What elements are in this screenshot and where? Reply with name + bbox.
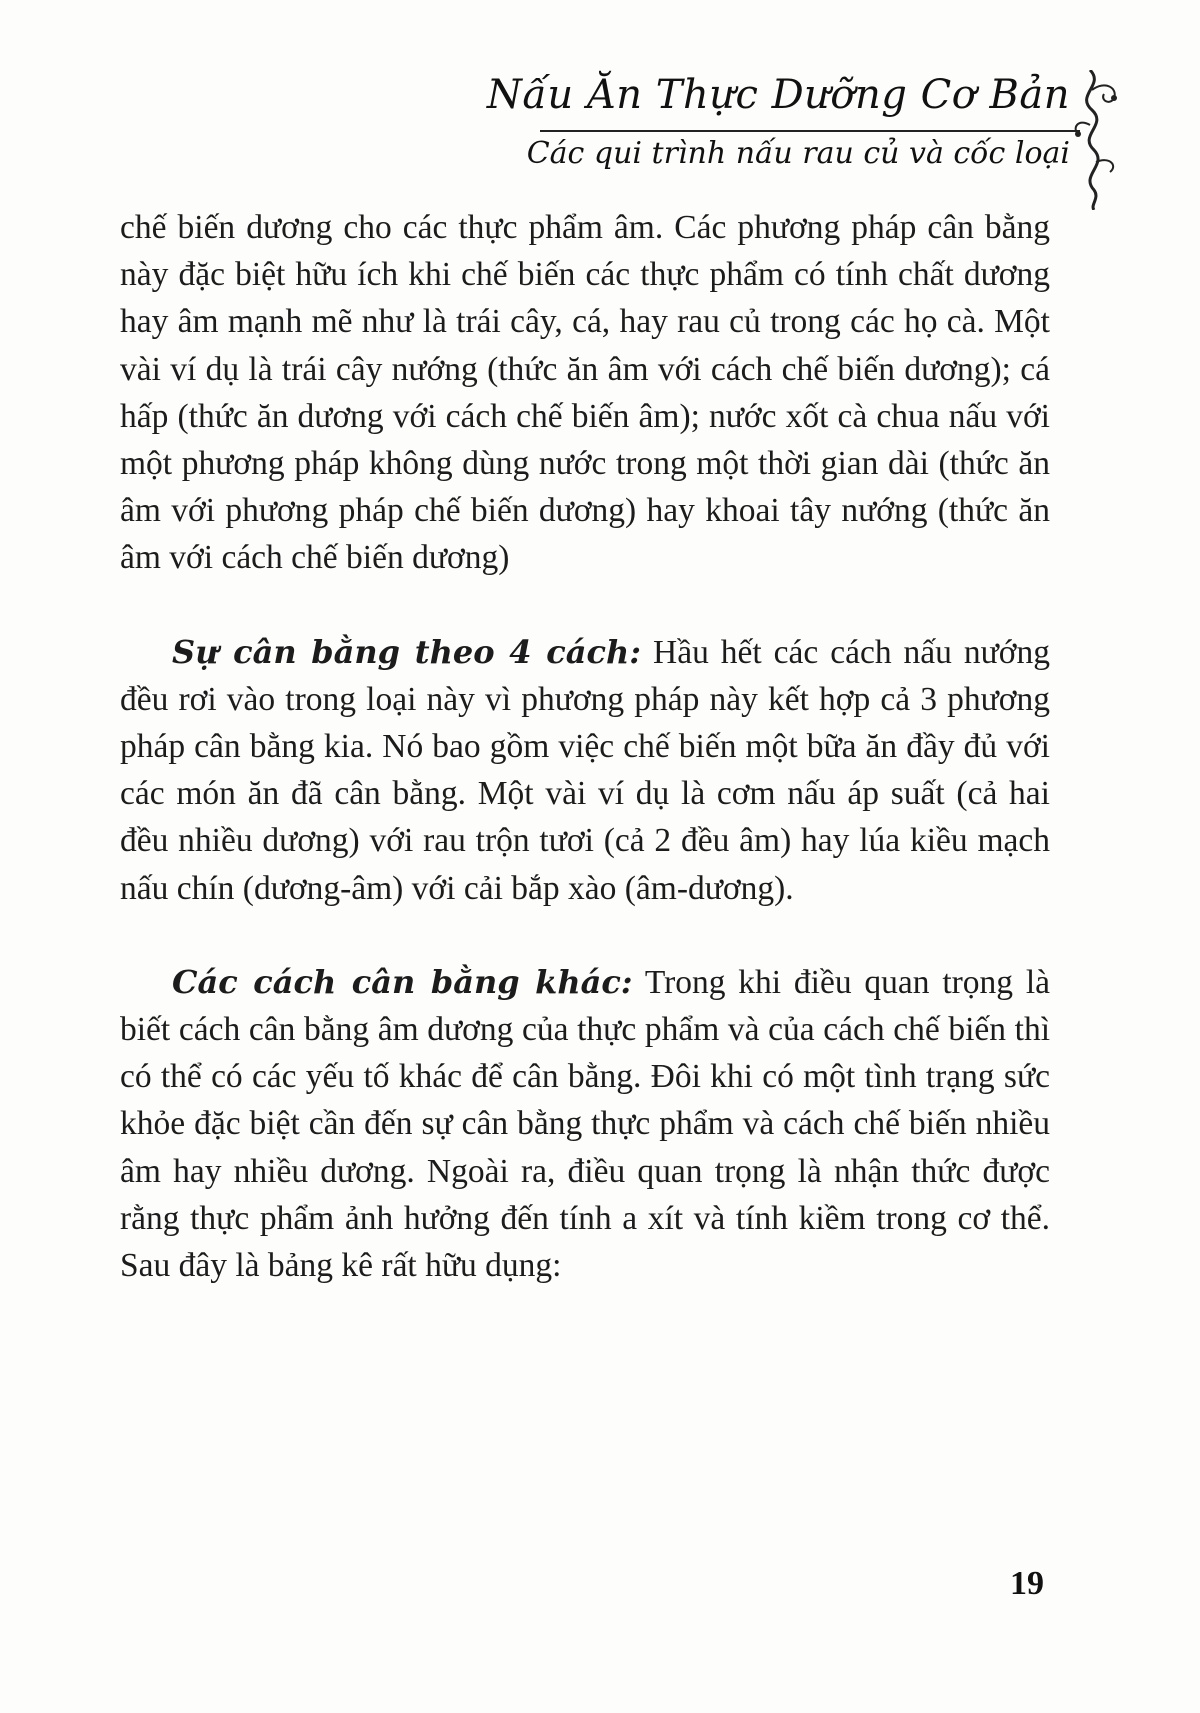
paragraph-continuation [120, 204, 1050, 582]
paragraph-other-balances [120, 959, 1050, 1289]
paragraph-heading: Các cách cân bằng khác: [172, 962, 633, 1001]
paragraph-text: Trong khi điều quan trọng là biết cách cân bằng âm dương của thực phẩm và của cách chế biến thì có thể có các yếu tố khác để cân bằng. Đôi khi có một tình trạng sức khỏe đặc biệt cần đến sự cân bằng thực phẩm và cách chế biến nhiều âm hay nhiều dương. Ngoài ra, điều quan trọng là nhận thức được rằng thực phẩm ảnh hưởng đến tính a xít và tính kiềm trong cơ thể. Sau đây là bảng kê rất hữu dụng: [120, 963, 1051, 1285]
vine-ornament-icon [1070, 70, 1125, 210]
chapter-subtitle: Các qui trình nấu rau củ và cốc loại [526, 136, 1070, 171]
header-divider [540, 130, 1080, 132]
running-header [487, 70, 1080, 174]
paragraph-heading: Sự cân bằng theo 4 cách: [172, 632, 642, 671]
page-number: 19 [1010, 1565, 1044, 1602]
paragraph-text: Hầu hết các cách nấu nướng đều rơi vào trong loại này vì phương pháp này kết hợp cả 3 phương pháp cân bằng kia. Nó bao gồm việc chế biến một bữa ăn đầy đủ với các món ăn đã cân bằng. Một vài ví dụ là cơm nấu áp suất (cả hai đều nhiều dương) với rau trộn tươi (cả 2 đều âm) hay lúa kiều mạch nấu chín (dương-âm) với cải bắp xào (âm-dương). [120, 633, 1051, 907]
paragraph-four-way-balance [120, 629, 1050, 912]
body-text [120, 204, 1050, 1289]
paragraph-text: chế biến dương cho các thực phẩm âm. Các phương pháp cân bằng này đặc biệt hữu ích khi chế biến các thực phẩm có tính chất dương hay âm mạnh mẽ như là trái cây, cá, hay rau củ trong các họ cà. Một vài ví dụ là trái cây nướng (thức ăn âm với cách chế biến dương); cá hấp (thức ăn dương với cách chế biến âm); nước xốt cà chua nấu với một phương pháp không dùng nước trong một thời gian dài (thức ăn âm với phương pháp chế biến dương) hay khoai tây nướng (thức ăn âm với cách chế biến dương) [120, 209, 1050, 577]
book-title: Nấu Ăn Thực Dưỡng Cơ Bản [486, 72, 1070, 118]
